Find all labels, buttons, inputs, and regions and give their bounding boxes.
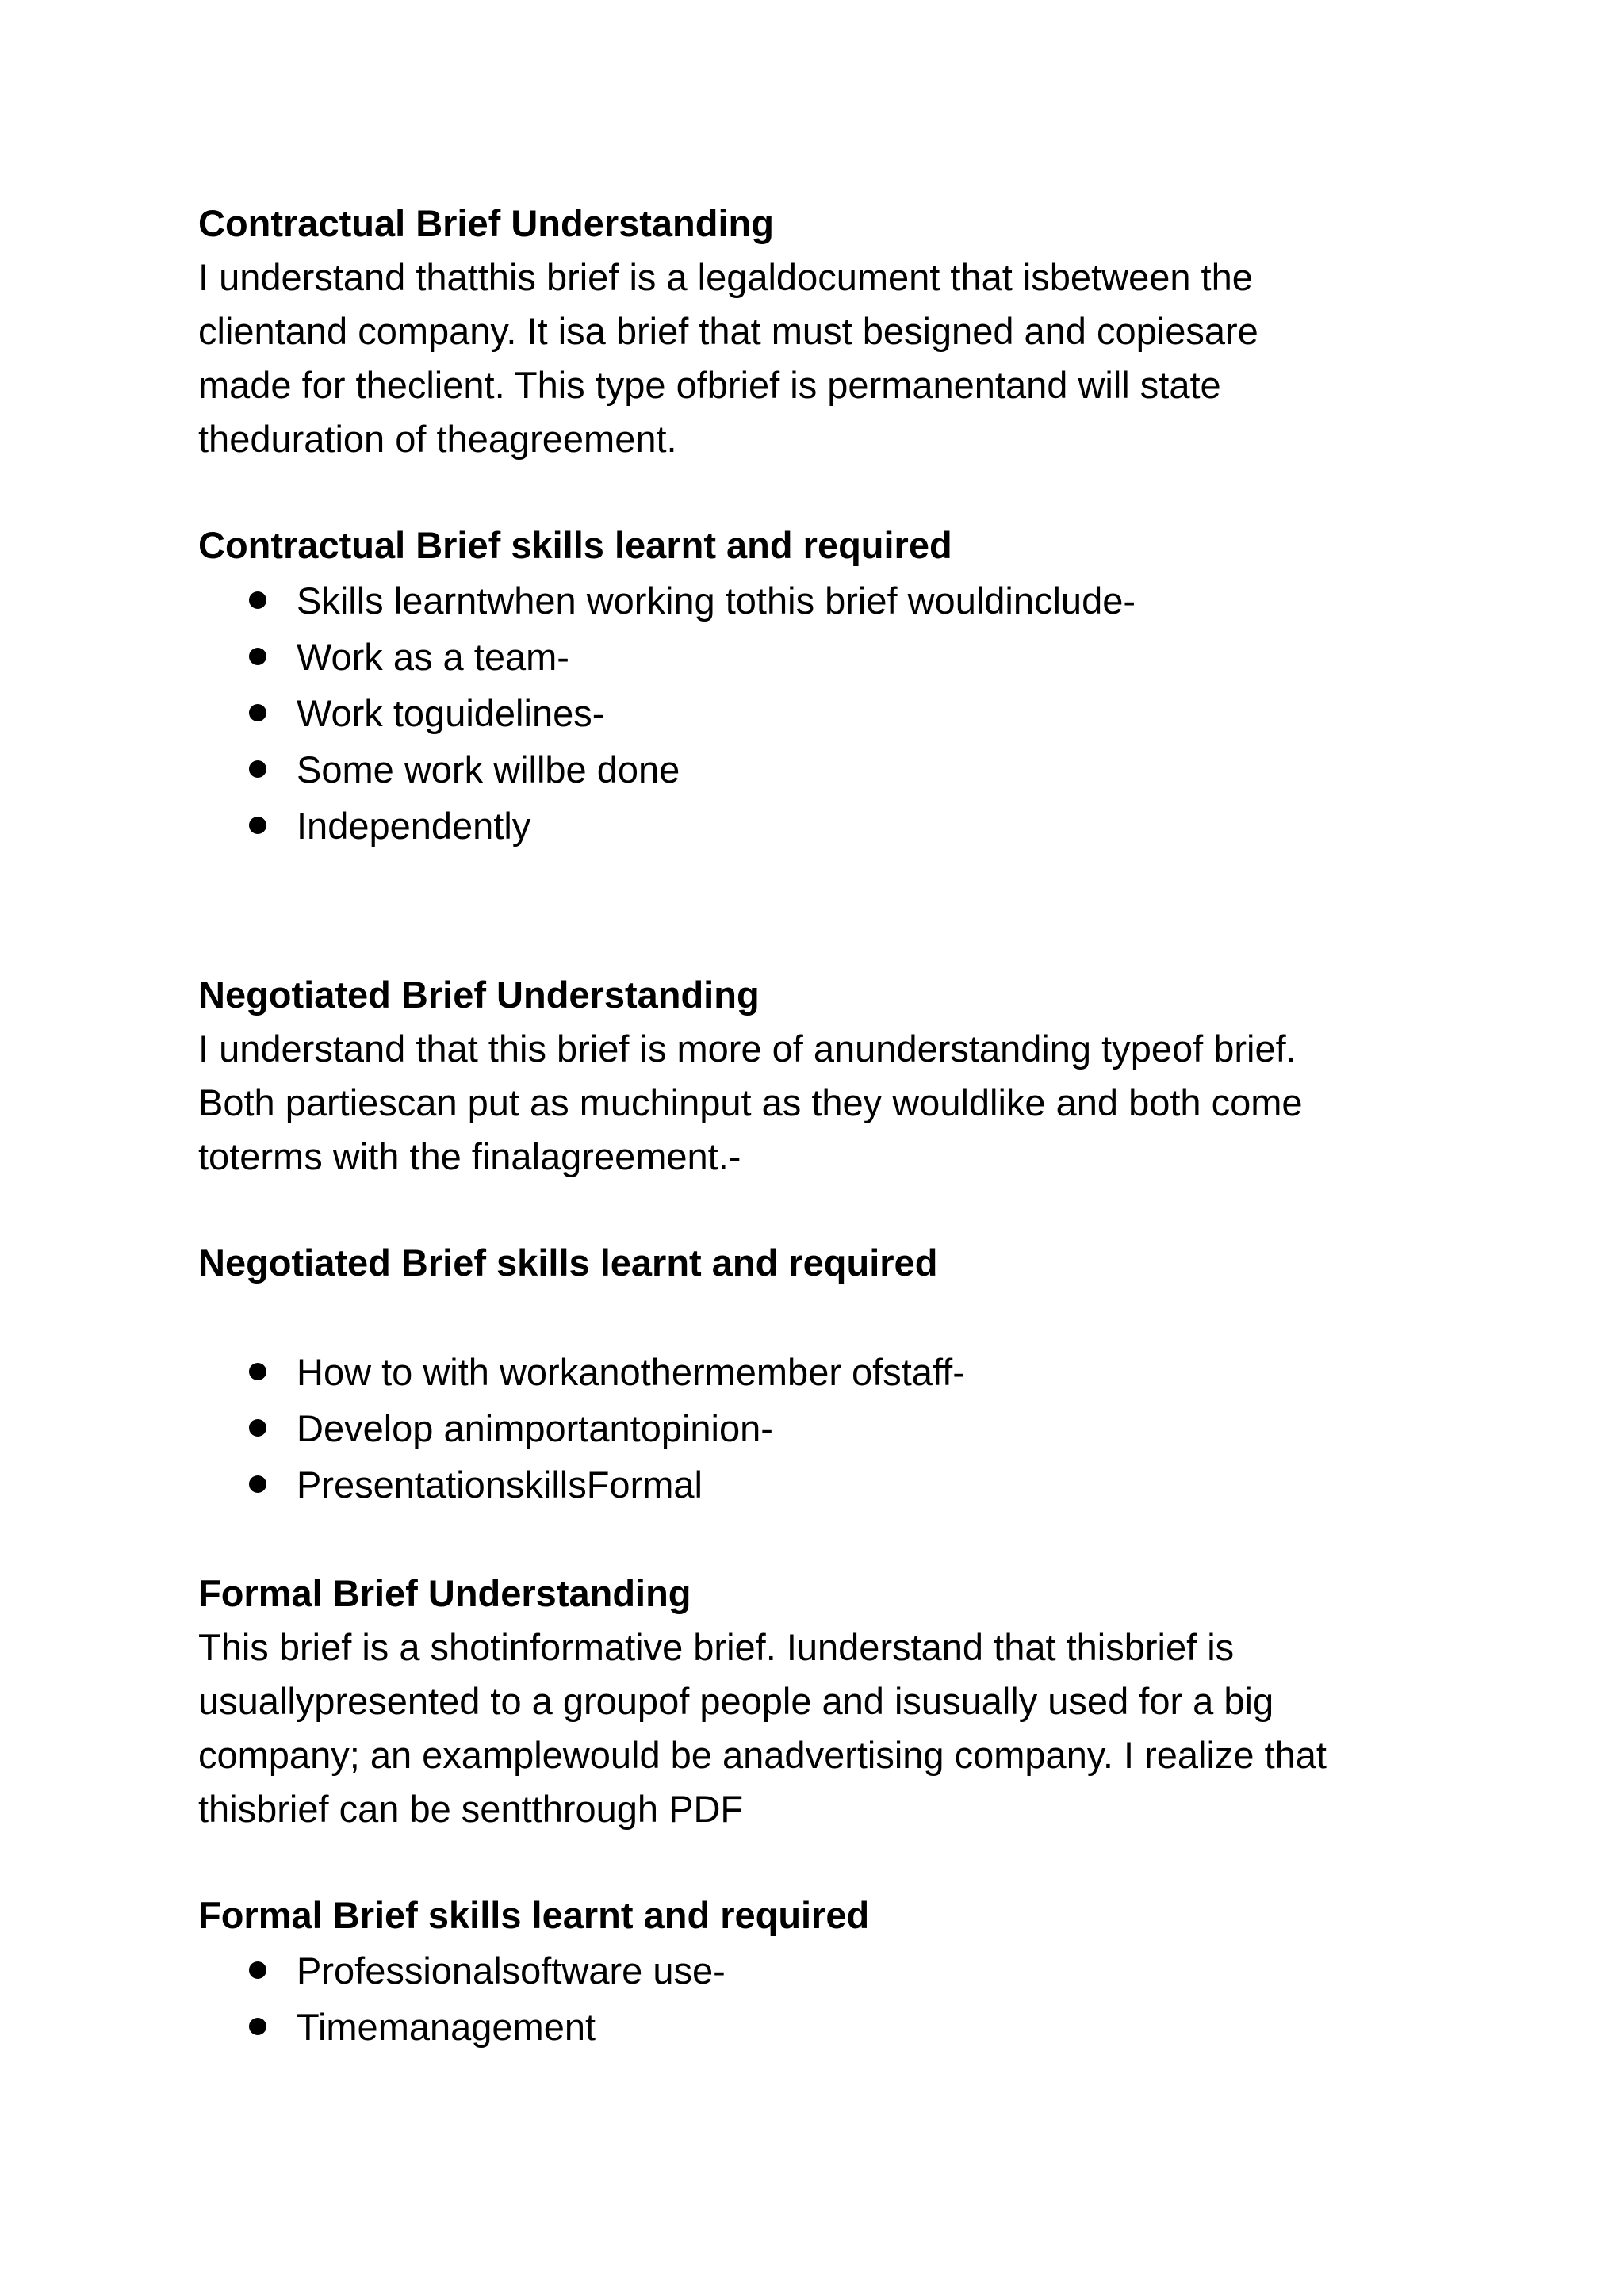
paragraph-line: This brief is a shotinformative brief. Iunderstand that thisbrief is	[198, 1626, 1235, 1668]
paragraph-line: clientand company. It isa brief that must besigned and copiesare	[198, 310, 1258, 352]
list-item	[297, 1344, 1497, 1400]
formal-skills-list	[198, 1942, 1497, 2055]
bullet-icon	[249, 1419, 266, 1437]
negotiated-understanding-heading: Negotiated Brief Understanding	[198, 974, 760, 1016]
list-item	[297, 629, 1497, 685]
paragraph-line: Both partiescan put as muchinput as they wouldlike and both come	[198, 1081, 1303, 1123]
spacer	[198, 1184, 1497, 1236]
negotiated-skills-heading: Negotiated Brief skills learnt and required	[198, 1242, 938, 1284]
spacer	[198, 854, 1497, 968]
bullet-icon	[249, 2018, 266, 2035]
bullet-icon	[249, 1363, 266, 1380]
bullet-icon	[249, 1961, 266, 1979]
formal-skills-heading: Formal Brief skills learnt and required	[198, 1894, 870, 1936]
list-item-text: Professionalsoftware use-	[297, 1950, 726, 1992]
list-item	[297, 1456, 1497, 1513]
spacer	[198, 466, 1497, 519]
spacer	[198, 1290, 1497, 1344]
bullet-icon	[249, 817, 266, 834]
list-item-text: PresentationskillsFormal	[297, 1464, 703, 1506]
bullet-icon	[249, 648, 266, 665]
paragraph-line: company; an examplewould be anadvertising company. I realize that	[198, 1734, 1327, 1776]
list-item-text: Timemanagement	[297, 2006, 596, 2048]
negotiated-skills-list	[198, 1344, 1497, 1513]
list-item-text: Work toguidelines-	[297, 692, 605, 734]
list-item	[297, 741, 1497, 798]
spacer	[198, 1836, 1497, 1888]
paragraph-line: theduration of theagreement.	[198, 418, 677, 460]
list-item-text: Work as a team-	[297, 636, 569, 678]
paragraph-line: thisbrief can be sentthrough PDF	[198, 1788, 744, 1830]
bullet-icon	[249, 704, 266, 721]
formal-understanding-paragraph	[198, 1621, 1497, 1836]
list-item	[297, 1999, 1497, 2055]
negotiated-understanding-paragraph	[198, 1022, 1497, 1184]
list-item-text: How to with workanothermember ofstaff-	[297, 1351, 965, 1393]
contractual-understanding-heading: Contractual Brief Understanding	[198, 202, 774, 244]
list-item	[297, 798, 1497, 854]
contractual-skills-list	[198, 572, 1497, 854]
bullet-icon	[249, 1475, 266, 1493]
formal-understanding-heading: Formal Brief Understanding	[198, 1572, 691, 1614]
list-item-text: Independently	[297, 805, 531, 847]
list-item	[297, 685, 1497, 741]
contractual-skills-heading: Contractual Brief skills learnt and required	[198, 524, 952, 566]
list-item-text: Skills learntwhen working tothis brief wouldinclude-	[297, 580, 1136, 622]
paragraph-line: made for theclient. This type ofbrief is permanentand will state	[198, 364, 1221, 406]
bullet-icon	[249, 591, 266, 609]
list-item-text: Develop animportantopinion-	[297, 1407, 773, 1449]
contractual-understanding-paragraph	[198, 251, 1497, 466]
list-item	[297, 572, 1497, 629]
list-item-text: Some work willbe done	[297, 748, 680, 790]
paragraph-line: toterms with the finalagreement.-	[198, 1135, 741, 1177]
paragraph-line: I understand that this brief is more of anunderstanding typeof brief.	[198, 1027, 1297, 1070]
paragraph-line: I understand thatthis brief is a legaldocument that isbetween the	[198, 256, 1253, 298]
paragraph-line: usuallypresented to a groupof people and isusually used for a big	[198, 1680, 1274, 1722]
list-item	[297, 1400, 1497, 1456]
list-item	[297, 1942, 1497, 1999]
bullet-icon	[249, 760, 266, 778]
spacer	[198, 1513, 1497, 1567]
